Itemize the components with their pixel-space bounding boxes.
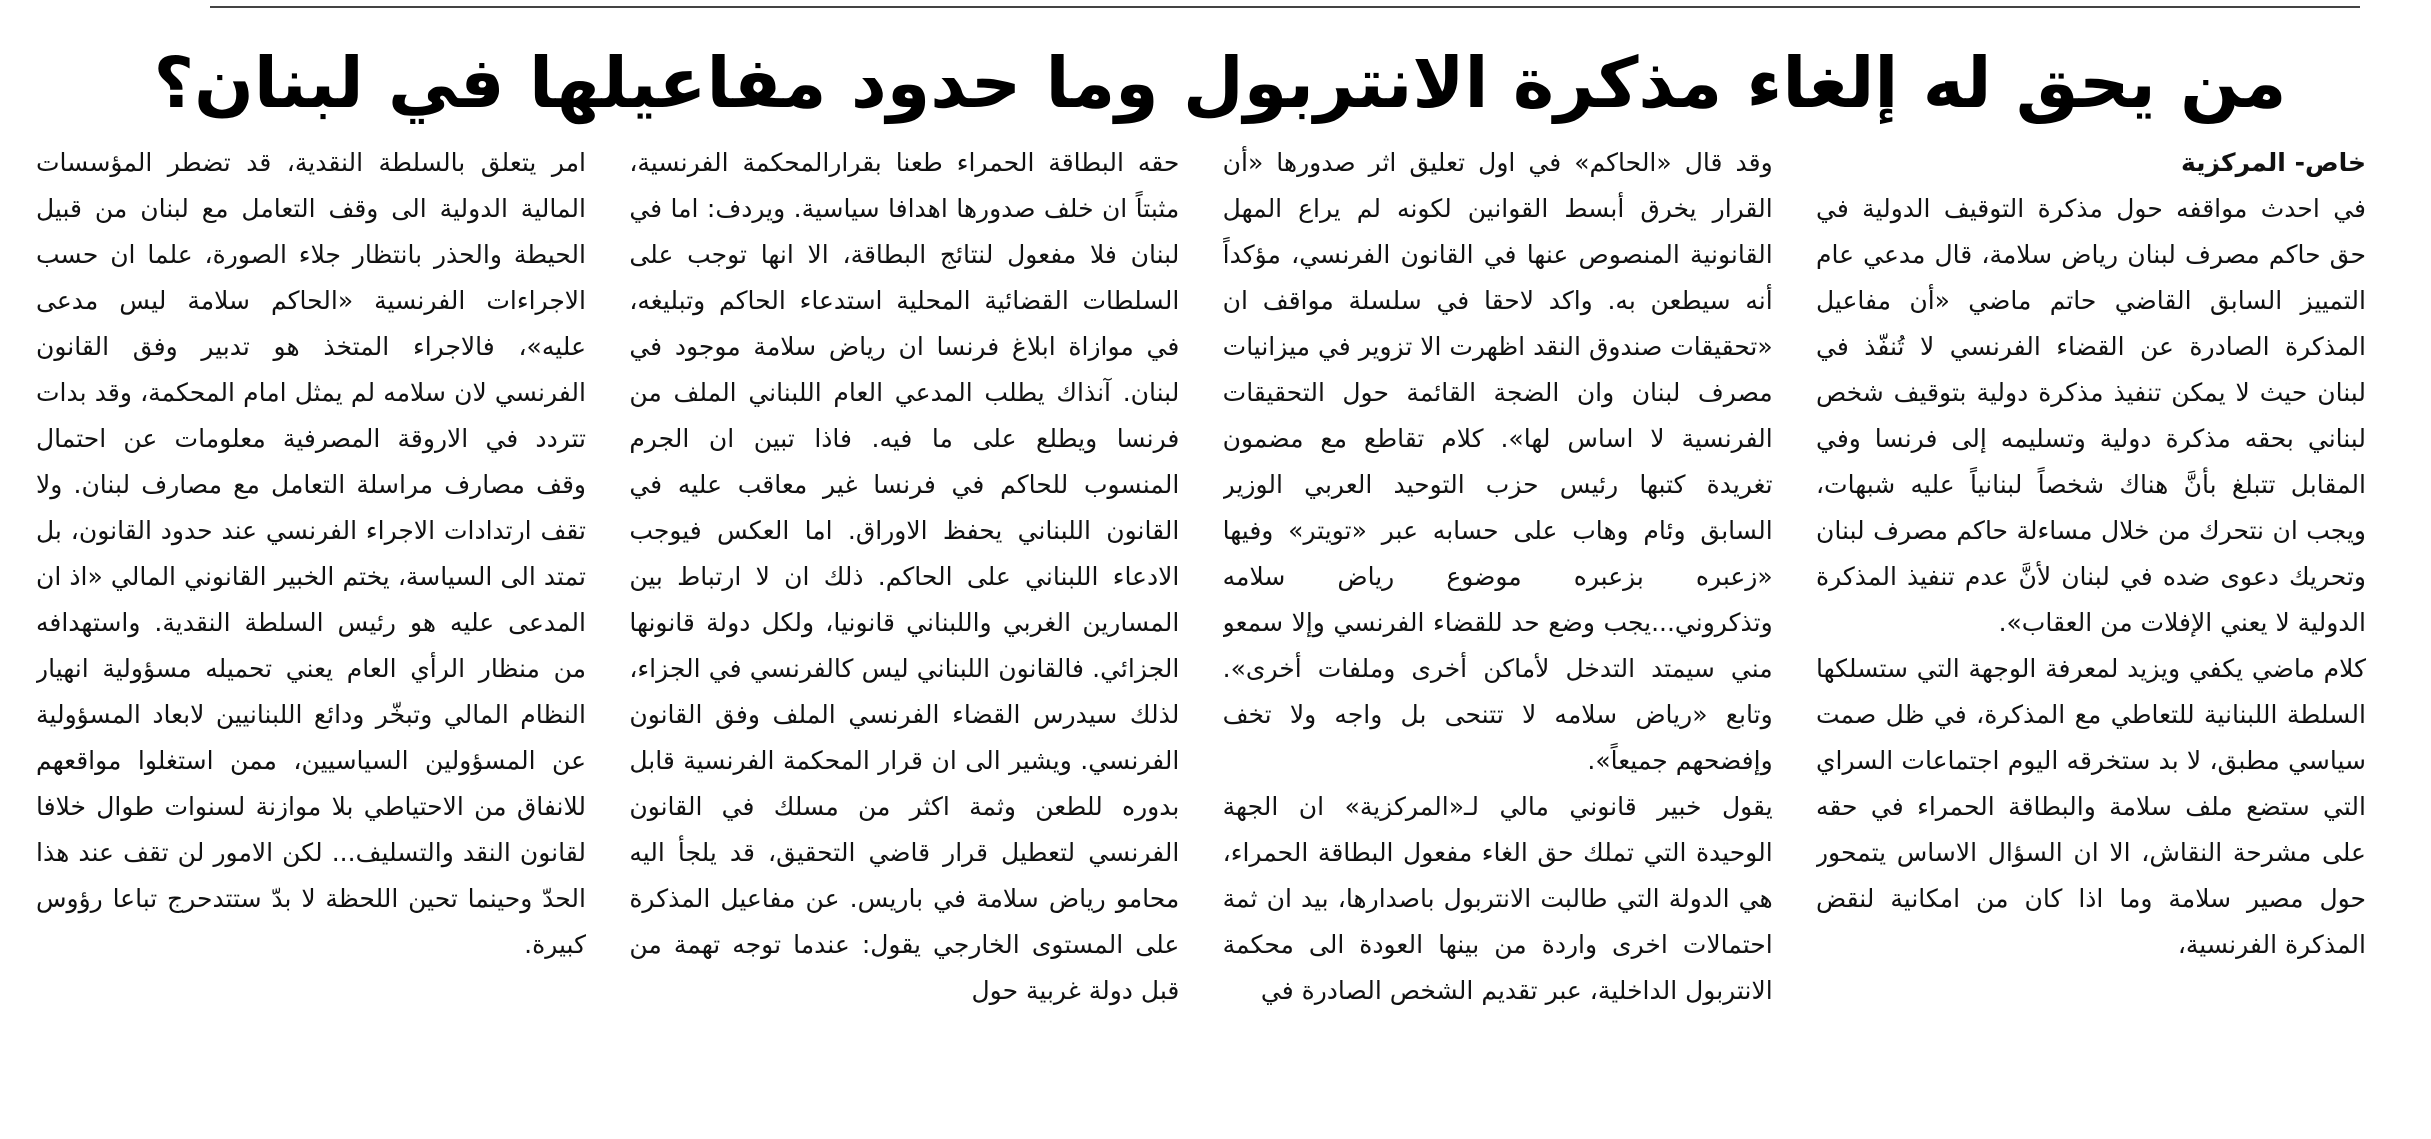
paragraph: كلام ماضي يكفي ويزيد لمعرفة الوجهة التي ستسلكها السلطة اللبنانية للتعاطي مع المذكرة، في ظل صمت سياسي مطبق، لا بد ستخرقه اليوم اجتماعات السراي التي ستضع ملف سلامة والبطاقة الحمراء في حقه على مشرحة النقاش، الا ان السؤال الاساس يتمحور حول مصير سلامة وما اذا كان من امكانية لنقض المذكرة الفرنسية، [1815,654,2366,959]
paragraph: وقد قال «الحاكم» في اول تعليق اثر صدورها «أن القرار يخرق أبسط القوانين لكونه لم يراع المهل القانونية المنصوص عنها في القانون الفرنسي، مؤكداً أنه سيطعن به. واكد لاحقا في سلسلة مواقف ان «تحقيقات صندوق النقد اظهرت الا تزوير في ميزانيات مصرف لبنان وان الضجة القائمة حول التحقيقات الفرنسية لا اساس لها». كلام تقاطع مع مضمون تغريدة كتبها رئيس حزب التوحيد العربي الوزير السابق وئام وهاب على حسابه عبر «تويتر» وفيها «زعبره بزعبره موضوع رياض سلامه وتذكروني...يجب وضع حد للقضاء الفرنسي وإلا سمعو مني سيمتد التدخل لأماكن أخرى وملفات أخرى». وتابع «رياض سلامه لا تتنحى بل واجه ولا تخف وإفضحهم جميعاً». [1222,148,1773,775]
paragraph: امر يتعلق بالسلطة النقدية، قد تضطر المؤسسات المالية الدولية الى وقف التعامل مع لبنان من قبيل الحيطة والحذر بانتظار جلاء الصورة، علما ان حسب الاجراءات الفرنسية «الحاكم سلامة ليس مدعى عليه»، فالاجراء المتخذ هو تدبير وفق القانون الفرنسي لان سلامه لم يمثل امام المحكمة، وقد بدات تتردد في الاروقة المصرفية معلومات عن احتمال وقف مصارف مراسلة التعامل مع مصارف لبنان. ولا تقف ارتدادات الاجراء الفرنسي عند حدود القانون، بل تمتد الى السياسة، يختم الخبير القانوني المالي «اذ ان المدعى عليه هو رئيس السلطة النقدية. واستهدافه من منظار الرأي العام يعني تحميله مسؤولية انهيار النظام المالي وتبخّر ودائع اللبنانيين لابعاد المسؤولية عن المسؤولين السياسيين، ممن استغلوا مواقعهم للانفاق من الاحتياطي بلا موازنة لسنوات طوال خلافا لقانون النقد والتسليف... لكن الامور لن تقف عند هذا الحدّ وحينما تحين اللحظة لا بدّ ستتدحرج تباعا رؤوس كبيرة. [36,148,586,959]
article-column-1 [1816,140,2366,1070]
article-column-4 [36,140,586,1070]
article-column-2 [1223,140,1773,1070]
top-rule [210,6,2360,8]
paragraph: في احدث مواقفه حول مذكرة التوقيف الدولية في حق حاكم مصرف لبنان رياض سلامة، قال مدعي عام التمييز السابق القاضي حاتم ماضي «أن مفاعيل المذكرة الصادرة عن القضاء الفرنسي لا تُنفّذ في لبنان حيث لا يمكن تنفيذ مذكرة دولية بتوقيف شخص لبناني بحقه مذكرة دولية وتسليمه إلى فرنسا وفي المقابل تتبلغ بأنَّ هناك شخصاً لبنانياً عليه شبهات، ويجب ان نتحرك من خلال مساءلة حاكم مصرف لبنان وتحريك دعوى ضده في لبنان لأنَّ عدم تنفيذ المذكرة الدولية لا يعني الإفلات من العقاب». [1815,194,2366,637]
article-column-3 [629,140,1179,1070]
article-body [36,140,2366,1070]
dateline: خاص- المركزية [2180,148,2366,177]
paragraph: يقول خبير قانوني مالي لـ«المركزية» ان الجهة الوحيدة التي تملك حق الغاء مفعول البطاقة الحمراء، هي الدولة التي طالبت الانتربول باصدارها، بيد ان ثمة احتمالات اخرى واردة من بينها العودة الى محكمة الانتربول الداخلية، عبر تقديم الشخص الصادرة في [1222,792,1773,1005]
article-headline: من يحق له إلغاء مذكرة الانتربول وما حدود مفاعيلها في لبنان؟ [153,42,2287,124]
paragraph: حقه البطاقة الحمراء طعنا بقرارالمحكمة الفرنسية، مثبتاً ان خلف صدورها اهدافا سياسية. ويردف: اما في لبنان فلا مفعول لنتائج البطاقة، الا انها توجب على السلطات القضائية المحلية استدعاء الحاكم وتبليغه، في موازاة ابلاغ فرنسا ان رياض سلامة موجود في لبنان. آنذاك يطلب المدعي العام اللبناني الملف من فرنسا ويطلع على ما فيه. فاذا تبين ان الجرم المنسوب للحاكم في فرنسا غير معاقب عليه في القانون اللبناني يحفظ الاوراق. اما العكس فيوجب الادعاء اللبناني على الحاكم. ذلك ان لا ارتباط بين المسارين الغربي واللبناني قانونيا، ولكل دولة قانونها الجزائي. فالقانون اللبناني ليس كالفرنسي في الجزاء، لذلك سيدرس القضاء الفرنسي الملف وفق القانون الفرنسي. ويشير الى ان قرار المحكمة الفرنسية قابل بدوره للطعن وثمة اكثر من مسلك في القانون الفرنسي لتعطيل قرار قاضي التحقيق، قد يلجأ اليه محامو رياض سلامة في باريس. عن مفاعيل المذكرة على المستوى الخارجي يقول: عندما توجه تهمة من قبل دولة غربية حول [629,148,1180,1005]
